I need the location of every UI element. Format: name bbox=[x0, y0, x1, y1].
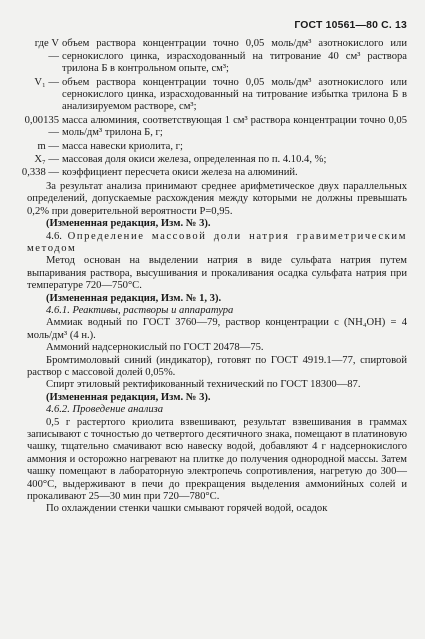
definition-symbol: V₁ — bbox=[34, 76, 59, 88]
definition-row bbox=[27, 38, 407, 75]
definition-symbol: 0,338 — bbox=[21, 167, 59, 179]
page-header: ГОСТ 10561—80 С. 13 bbox=[294, 20, 407, 31]
reagent-ammonia: Аммиак водный по ГОСТ 3760—79, раствор концентрации c (NH₄OH) = 4 моль/дм³ (4 н.). bbox=[27, 317, 407, 341]
reagent-ethanol: Спирт этиловый ректификованный технический по ГОСТ 18300—87. bbox=[46, 379, 361, 391]
definition-row bbox=[19, 167, 407, 179]
section-4-6-1-heading: 4.6.1. Реактивы, растворы и аппаратура bbox=[46, 304, 234, 316]
edit-note: (Измененная редакция, Изм. № 3). bbox=[46, 218, 211, 230]
definition-text: масса алюминия, соответствующая 1 см³ раствора концентрации точно 0,05 моль/дм³ трилона Б, г; bbox=[62, 114, 407, 139]
definition-text: объем раствора концентрации точно 0,05 моль/дм³ азотнокислого или сернокислого цинка, израсходованный на титрование 40 см³ раствора трилона Б в контрольном опыте, см³; bbox=[62, 38, 407, 75]
section-4-6-2-heading: 4.6.2. Проведение анализа bbox=[46, 404, 164, 416]
reagent-ammonium-persulfate: Аммоний надсернокислый по ГОСТ 20478—75. bbox=[46, 342, 264, 354]
definition-symbol: m — bbox=[37, 140, 59, 152]
definition-row bbox=[27, 77, 407, 114]
edit-note: (Измененная редакция, Изм. № 3). bbox=[46, 391, 211, 403]
definitions-list bbox=[21, 38, 407, 179]
definition-text: масса навески криолита, г; bbox=[62, 140, 183, 152]
result-paragraph: За результат анализа принимают среднее арифметическое двух параллельных определений, допускаемые расхождения между которыми не должны превышать 0,2% при доверительной вероятности P=0,95. bbox=[27, 180, 407, 217]
definition-symbol: где V — bbox=[34, 38, 59, 62]
definition-text: коэффициент пересчета окиси железа на алюминий. bbox=[62, 167, 298, 179]
definition-text: массовая доля окиси железа, определенная по п. 4.10.4, %; bbox=[62, 154, 327, 166]
section-number: 4.6. bbox=[46, 230, 62, 242]
definition-row bbox=[27, 141, 407, 153]
definition-symbol: 0,00135 — bbox=[24, 114, 59, 139]
definition-text: объем раствора концентрации точно 0,05 моль/дм³ азотнокислого или сернокислого цинка, израсходованный на титрование избытка трилона Б в анализируемом растворе, см³; bbox=[62, 76, 407, 113]
section-4-6-heading bbox=[27, 231, 407, 256]
edit-note: (Измененная редакция, Изм. № 1, 3). bbox=[46, 292, 222, 304]
definition-symbol: X₇ — bbox=[34, 154, 59, 166]
section-title: Определение массовой доли натрия гравиметрическим методом bbox=[27, 230, 407, 254]
definition-row bbox=[27, 154, 407, 166]
procedure-paragraph: 0,5 г растертого криолита взвешивают, результат взвешивания в граммах записывают с точностью до четвертого десятичного знака, помещают в платиновую чашку, тщательно смачивают всю навеску водой, добавляют 4 г надсернокислого аммония и осторожно нагревают на плитке до получения однородной массы. Затем чашку помещают в лабораторную электропечь сопротивления, нагретую до 300—400°С, выдерживают в печи до прекращения выделения аммонийных солей и прокаливают 25—30 мин при 720—780°С. bbox=[27, 416, 407, 503]
reagent-bromothymol-blue: Бромтимоловый синий (индикатор), готовят по ГОСТ 4919.1—77, спиртовой раствор с массовой долей 0,05%. bbox=[27, 354, 407, 378]
last-paragraph: По охлаждении стенки чашки смывают горячей водой, осадок bbox=[46, 503, 328, 515]
method-paragraph: Метод основан на выделении натрия в виде сульфата натрия путем выпаривания раствора, высушивания и прокаливания осадка сульфата натрия при температуре 720—750°С. bbox=[27, 255, 407, 292]
definition-row bbox=[19, 115, 407, 140]
